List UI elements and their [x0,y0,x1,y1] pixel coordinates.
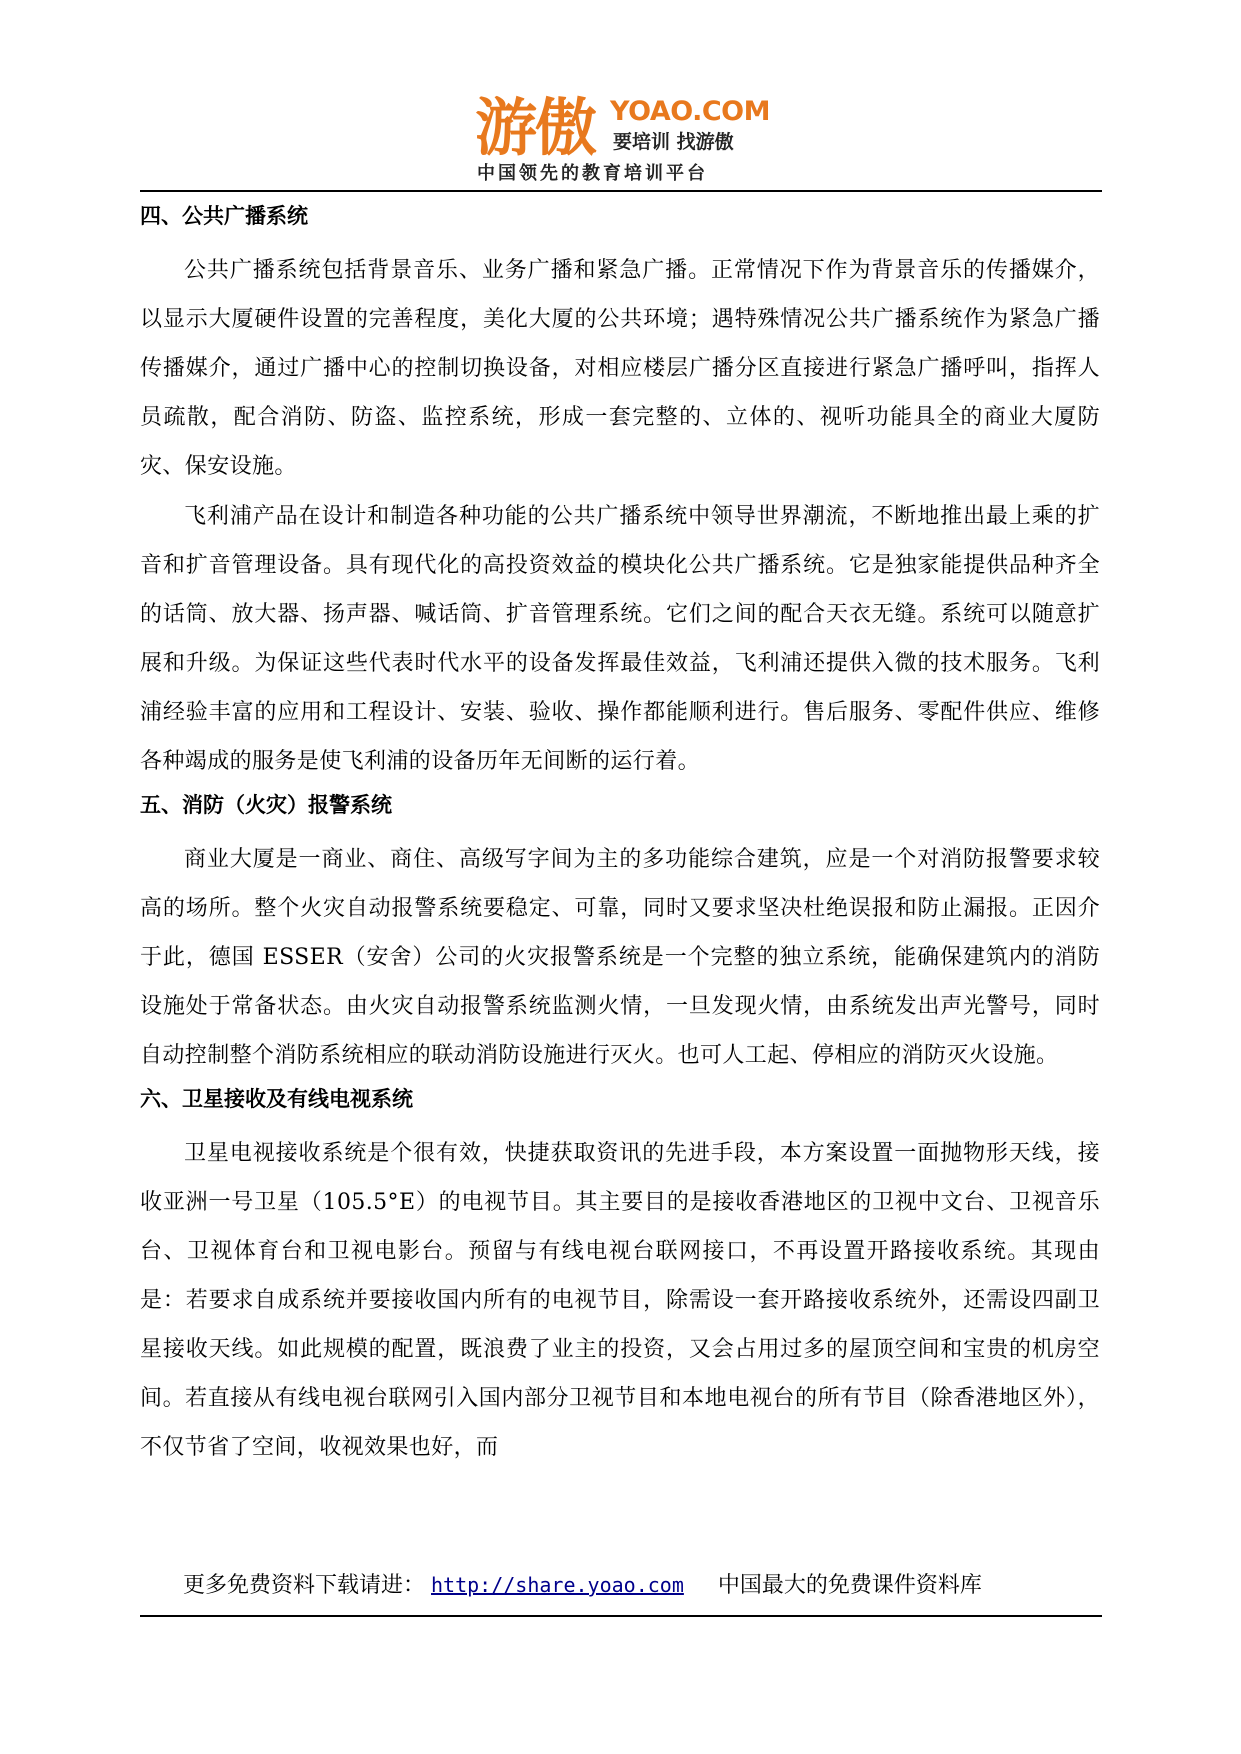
footer-prefix: 更多免费资料下载请进： [183,1573,426,1598]
footer-suffix: 中国最大的免费课件资料库 [717,1573,982,1598]
section-satellite-tv [140,1081,1100,1472]
footer-divider [140,1615,1102,1617]
logo-main-text: 游傲 [475,91,596,164]
logo-domain-text: YOAO.COM [610,96,770,127]
document-body [140,198,1100,1473]
logo-tagline-text: 中国领先的教育培训平台 [477,163,708,184]
header-divider [140,190,1102,192]
paragraph: 公共广播系统包括背景音乐、业务广播和紧急广播。正常情况下作为背景音乐的传播媒介，以显示大厦硬件设置的完善程度，美化大厦的公共环境；遇特殊情况公共广播系统作为紧急广播传播媒介，通过广播中心的控制切换设备，对相应楼层广播分区直接进行紧急广播呼叫，指挥人员疏散，配合消防、防盗、监控系统，形成一套完整的、立体的、视听功能具全的商业大厦防灾、保安设施。 [140,258,1100,479]
paragraph: 卫星电视接收系统是个很有效，快捷获取资讯的先进手段，本方案设置一面抛物形天线，接收亚洲一号卫星（105.5°E）的电视节目。其主要目的是接收香港地区的卫视中文台、卫视音乐台、卫视体育台和卫视电影台。预留与有线电视台联网接口，不再设置开路接收系统。其现由是：若要求自成系统并要接收国内所有的电视节目，除需设一套开路接收系统外，还需设四副卫星接收天线。如此规模的配置，既浪费了业主的投资，又会占用过多的屋顶空间和宝贵的机房空间。若直接从有线电视台联网引入国内部分卫视节目和本地电视台的所有节目（除香港地区外），不仅节省了空间，收视效果也好，而 [140,1141,1100,1460]
section-heading: 五、消防（火灾）报警系统 [140,793,392,817]
section-heading: 六、卫星接收及有线电视系统 [140,1087,413,1111]
yoao-logo [475,91,775,187]
section-fire-alarm [140,787,1100,1080]
paragraph: 商业大厦是一商业、商住、高级写字间为主的多功能综合建筑，应是一个对消防报警要求较高的场所。整个火灾自动报警系统要稳定、可靠，同时又要求坚决杜绝误报和防止漏报。正因介于此，德国 ESSER（安舍）公司的火灾报警系统是一个完整的独立系统，能确保建筑内的消防设施处于常备状态。由火灾自动报警系统监测火情，一旦发现火情，由系统发出声光警号，同时自动控制整个消防系统相应的联动消防设施进行灭火。也可人工起、停相应的消防灭火设施。 [140,847,1100,1068]
section-public-broadcast [140,198,1100,786]
logo-slogan-text: 要培训 找游傲 [613,131,734,153]
page-footer [183,1566,1083,1605]
footer-link[interactable]: http://share.yoao.com [431,1573,684,1597]
paragraph: 飞利浦产品在设计和制造各种功能的公共广播系统中领导世界潮流，不断地推出最上乘的扩音和扩音管理设备。具有现代化的高投资效益的模块化公共广播系统。它是独家能提供品种齐全的话筒、放大器、扬声器、喊话筒、扩音管理系统。它们之间的配合天衣无缝。系统可以随意扩展和升级。为保证这些代表时代水平的设备发挥最佳效益，飞利浦还提供入微的技术服务。飞利浦经验丰富的应用和工程设计、安装、验收、操作都能顺利进行。售后服务、零配件供应、维修各种竭成的服务是使飞利浦的设备历年无间断的运行着。 [140,504,1100,774]
section-heading: 四、公共广播系统 [140,204,308,228]
